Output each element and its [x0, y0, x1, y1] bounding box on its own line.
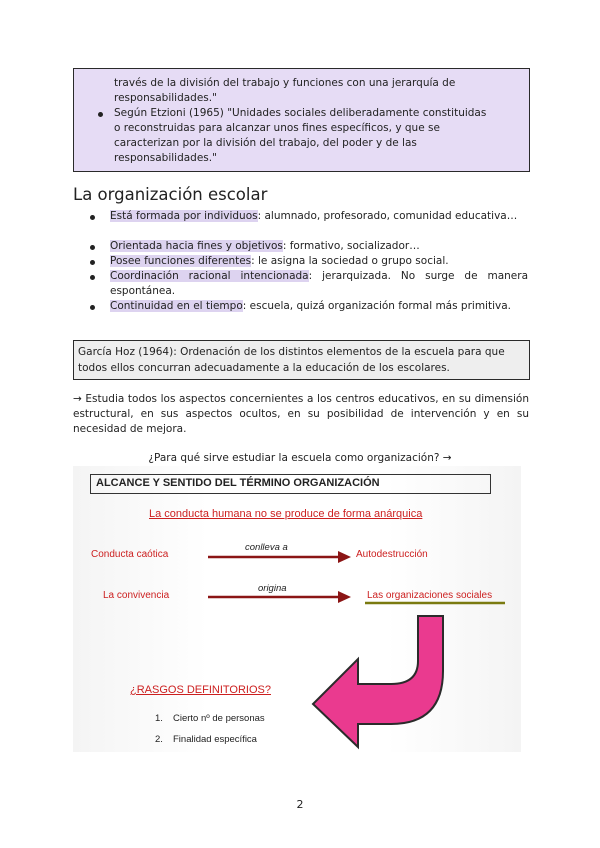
list-item-key: Está formada por individuos	[110, 210, 258, 222]
list-item-text: : alumnado, profesorado, comunidad educativa…	[257, 210, 518, 222]
curved-arrow-icon	[313, 616, 443, 747]
slide-image	[73, 466, 521, 752]
quote-box	[73, 68, 530, 172]
rasgo-item: Finalidad específica	[173, 734, 257, 745]
list-item	[110, 269, 528, 299]
arrow-right-icon	[208, 591, 351, 603]
slide-subtitle: La conducta humana no se produce de forma anárquica	[149, 508, 423, 520]
list-item-text: : escuela, quizá organización formal más primitiva.	[242, 300, 511, 312]
list-item-key: Coordinación racional intencionada	[110, 270, 309, 282]
list-item	[110, 299, 528, 314]
quote-line: través de la división del trabajo y funciones con una jerarquía de	[114, 77, 456, 89]
slide-title: ALCANCE Y SENTIDO DEL TÉRMINO ORGANIZACIÓN	[90, 474, 491, 494]
list-item-key: Orientada hacia fines y objetivos	[110, 240, 283, 252]
quote-line: o reconstruidas para alcanzar unos fines específicos, y que se	[114, 122, 440, 134]
list-item	[110, 239, 528, 254]
page-number: 2	[296, 798, 304, 811]
bullet-icon	[90, 245, 95, 250]
rasgo-item: Cierto nº de personas	[173, 713, 265, 724]
rasgos-title: ¿RASGOS DEFINITORIOS?	[130, 684, 271, 696]
rasgo-number: 1.	[155, 713, 163, 724]
quote-line: Según Etzioni (1965) "Unidades sociales deliberadamente constituidas	[114, 107, 487, 119]
list-item	[110, 254, 528, 269]
bullet-icon	[90, 215, 95, 220]
list-item-text: : jerarquizada. No surge de manera espontánea.	[110, 270, 529, 297]
quote-line: responsabilidades."	[114, 152, 217, 164]
quote-line: caracterizan por la división del trabajo, del poder y de las	[114, 137, 417, 149]
list-item-key: Posee funciones diferentes	[110, 255, 252, 267]
quote-line: responsabilidades."	[114, 92, 217, 104]
list-item-text: : le asigna la sociedad o grupo social.	[251, 255, 449, 267]
list-item-key: Continuidad en el tiempo	[110, 300, 243, 312]
list-item-text: : formativo, socializador…	[282, 240, 420, 252]
section-title: La organización escolar	[73, 185, 268, 204]
bullet-icon	[98, 112, 103, 117]
bullet-icon	[90, 275, 95, 280]
rasgo-number: 2.	[155, 734, 163, 745]
question-line: ¿Para qué sirve estudiar la escuela como organización? →	[148, 452, 452, 464]
body-paragraph: → Estudia todos los aspectos concernientes a los centros educativos, en su dimensión estructural, en sus aspectos ocultos, en su posibilidad de intervención y en su necesidad de mejora.	[73, 393, 529, 435]
row2-right: Las organizaciones sociales	[367, 590, 493, 601]
row2-arrow-label: origina	[258, 583, 287, 594]
definition-box: García Hoz (1964): Ordenación de los distintos elementos de la escuela para que todos ellos concurran adecuadamente a la educación de los escolares.	[73, 340, 530, 380]
row2-left: La convivencia	[103, 590, 170, 601]
bullet-icon	[90, 305, 95, 310]
slide-arrows	[73, 466, 521, 752]
row1-left: Conducta caótica	[91, 549, 169, 560]
arrow-right-icon	[208, 551, 351, 563]
row1-right: Autodestrucción	[356, 549, 428, 560]
row1-arrow-label: conlleva a	[245, 542, 288, 553]
bullet-icon	[90, 260, 95, 265]
list-item	[110, 209, 528, 224]
